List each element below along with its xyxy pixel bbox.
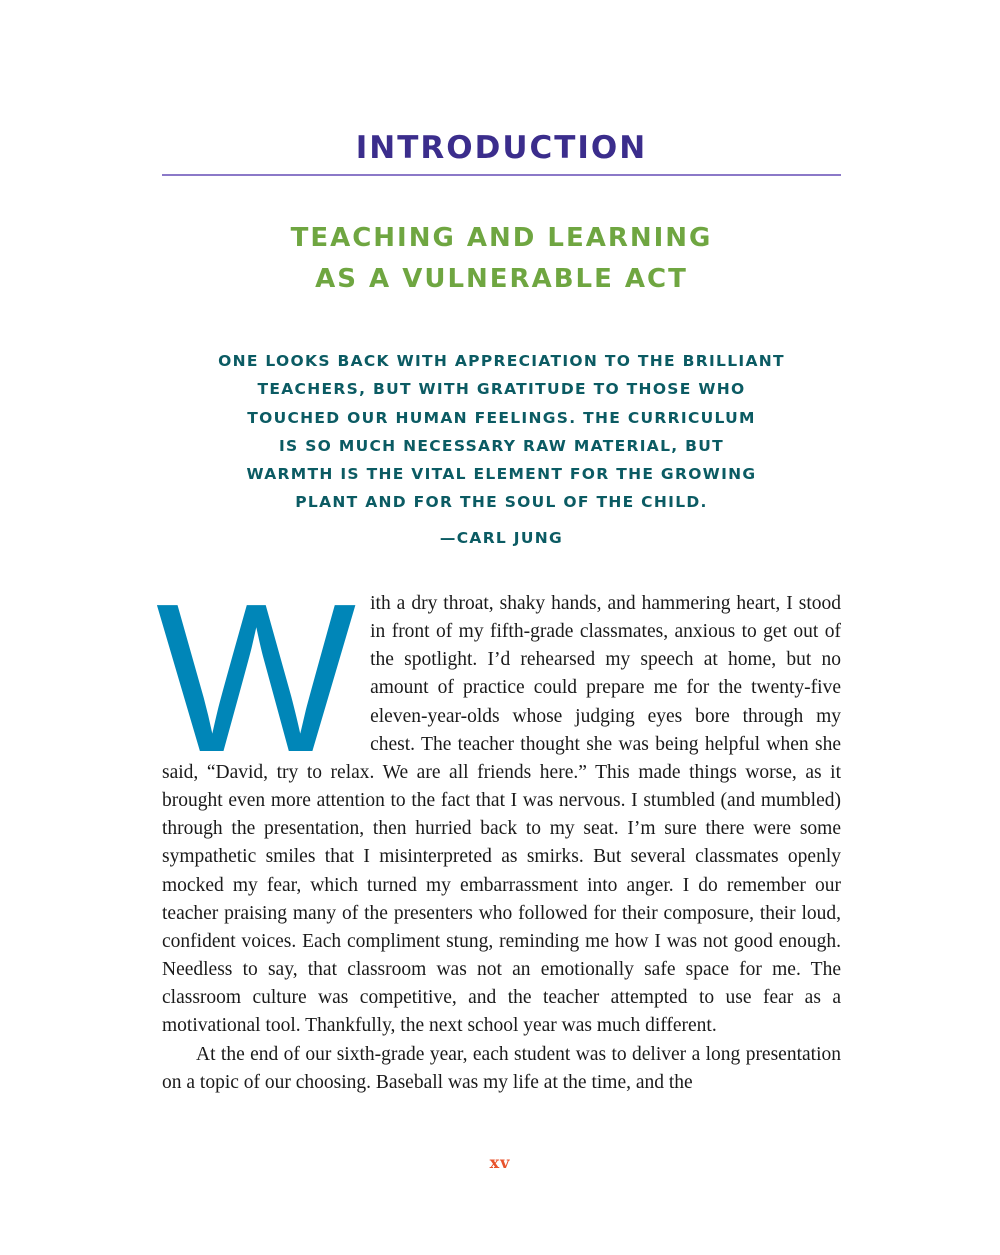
chapter-subtitle [162,218,841,300]
epigraph [162,347,841,517]
subtitle-line: TEACHING AND LEARNING [290,223,713,253]
chapter-title: INTRODUCTION [355,130,648,166]
epigraph-line: TEACHERS, BUT WITH GRATITUDE TO THOSE WHO [257,380,746,399]
body-paragraph [156,559,841,1041]
page-number: xv [489,1153,511,1172]
drop-cap: W [156,559,357,796]
subtitle-line: AS A VULNERABLE ACT [315,264,688,294]
epigraph-line: PLANT AND FOR THE SOUL OF THE CHILD. [295,493,708,512]
body-paragraph: At the end of our sixth-grade year, each student was to deliver a long presentation on a topic of our choosing. Baseball was my life at the time, and the [162,1043,841,1093]
epigraph-line: IS SO MUCH NECESSARY RAW MATERIAL, BUT [278,436,724,455]
title-divider [162,174,841,176]
epigraph-attribution: —CARL JUNG [439,529,564,547]
epigraph-line: WARMTH IS THE VITAL ELEMENT FOR THE GROWING [246,465,757,484]
epigraph-line: TOUCHED OUR HUMAN FEELINGS. THE CURRICULUM [247,408,756,427]
body-text [156,559,841,1097]
paragraph-text: ith a dry throat, shaky hands, and hammering heart, I stood in front of my fifth-grade classmates, anxious to get out of the spotlight. I’d rehearsed my speech at home, but no amount of practice could prepare me for the twenty-five eleven-year-olds whose judging eyes bore through my chest. The teacher thought she was being helpful when she said, “David, try to relax. We are all friends here.” This made things worse, as it brought even more attention to the fact that I was nervous. I stumbled (and mumbled) through the presentation, then hurried back to my seat. I’m sure there were some sympathetic smiles that I misinterpreted as smirks. But several classmates openly mocked my fear, which turned my embarrassment into anger. I do remember our teacher praising many of the presenters who followed for their composure, their loud, confident voices. Each compliment stung, reminding me how I was not good enough. Needless to say, that classroom was not an emotionally safe space for me. The classroom culture was competitive, and the teacher attempted to use fear as a motivational tool. Thankfully, the next school year was much different. [162,593,841,1037]
epigraph-line: ONE LOOKS BACK WITH APPRECIATION TO THE BRILLIANT [218,352,785,370]
